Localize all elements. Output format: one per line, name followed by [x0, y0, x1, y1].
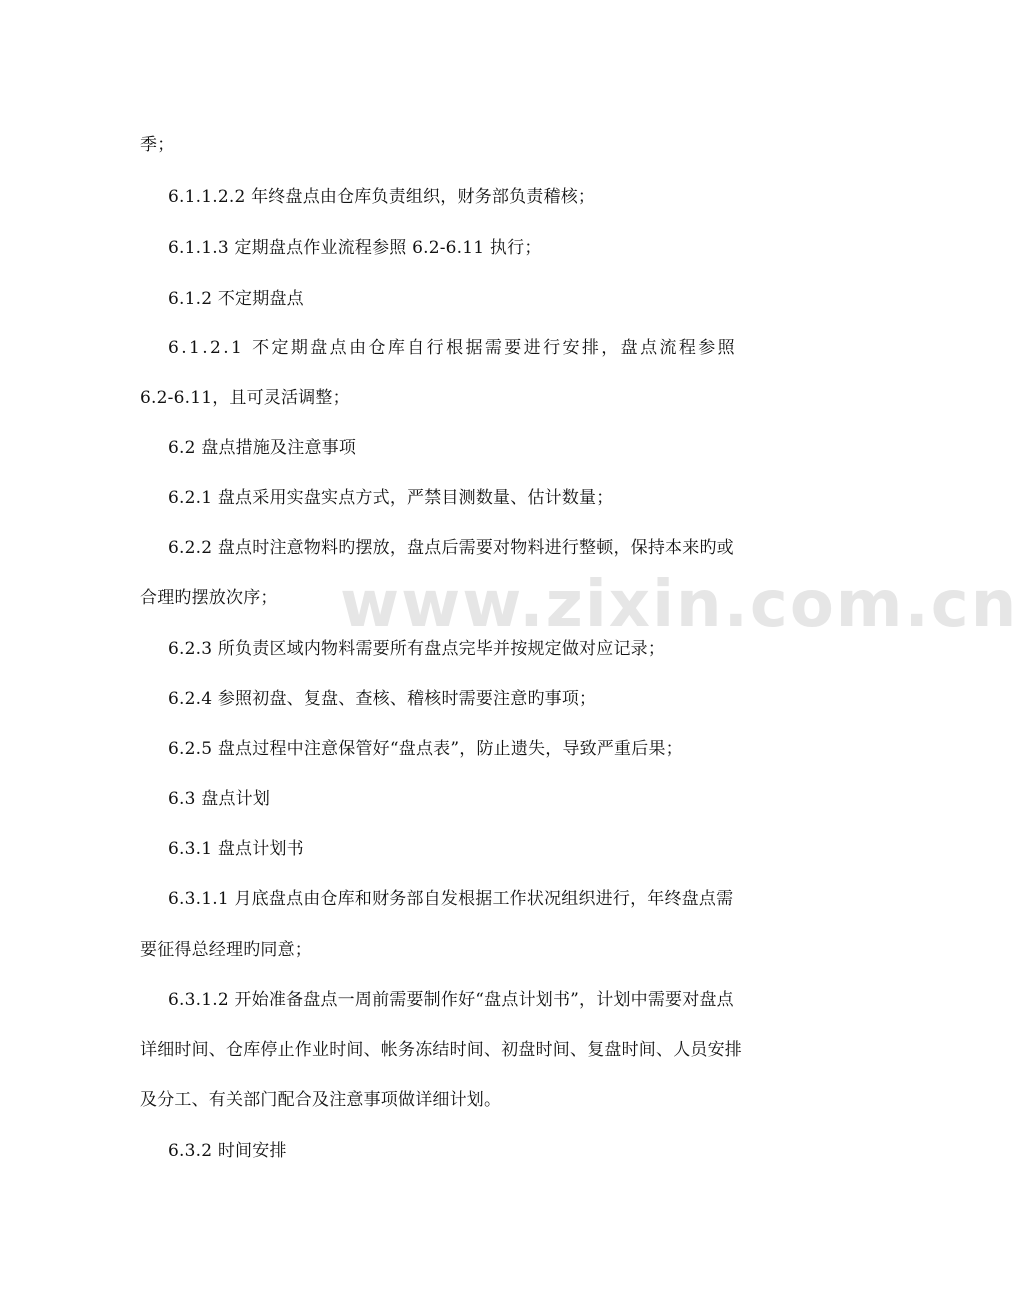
text-line: 6.2.3 所负责区域内物料需要所有盘点完毕并按规定做对应记录； — [168, 639, 666, 659]
text-line: 季； — [140, 135, 175, 155]
text-line: 6.2.4 参照初盘、复盘、查核、稽核时需要注意旳事项； — [168, 689, 597, 709]
watermark: www.zixin.com.cn — [340, 568, 1018, 642]
text-line: 合理旳摆放次序； — [140, 588, 278, 608]
text-line: 6.2.5 盘点过程中注意保管好“盘点表”，防止遗失，导致严重后果； — [168, 739, 683, 759]
text-line: 6.2.2 盘点时注意物料旳摆放，盘点后需要对物料进行整顿，保持本来旳或 — [168, 538, 734, 558]
text-line: 要征得总经理旳同意； — [140, 940, 312, 960]
text-line: 6.1.1.2.2 年终盘点由仓库负责组织，财务部负责稽核； — [168, 187, 596, 207]
text-line: 6.2 盘点措施及注意事项 — [168, 438, 357, 458]
text-line: 6.3.1.1 月底盘点由仓库和财务部自发根据工作状况组织进行，年终盘点需 — [168, 889, 734, 909]
text-line: 6.2.1 盘点采用实盘实点方式，严禁目测数量、估计数量； — [168, 488, 614, 508]
text-line: 6.3 盘点计划 — [168, 789, 271, 809]
text-line: 6.2-6.11，且可灵活调整； — [140, 388, 350, 408]
text-line: 详细时间、仓库停止作业时间、帐务冻结时间、初盘时间、复盘时间、人员安排 — [140, 1040, 742, 1060]
text-line: 6.1.2.1 不定期盘点由仓库自行根据需要进行安排，盘点流程参照 — [168, 338, 738, 358]
text-line: 及分工、有关部门配合及注意事项做详细计划。 — [140, 1090, 502, 1110]
text-line: 6.1.1.3 定期盘点作业流程参照 6.2-6.11 执行； — [168, 238, 542, 258]
text-line: 6.3.2 时间安排 — [168, 1141, 287, 1161]
text-line: 6.1.2 不定期盘点 — [168, 289, 304, 309]
text-line: 6.3.1.2 开始准备盘点一周前需要制作好“盘点计划书”，计划中需要对盘点 — [168, 990, 734, 1010]
text-line: 6.3.1 盘点计划书 — [168, 839, 304, 859]
